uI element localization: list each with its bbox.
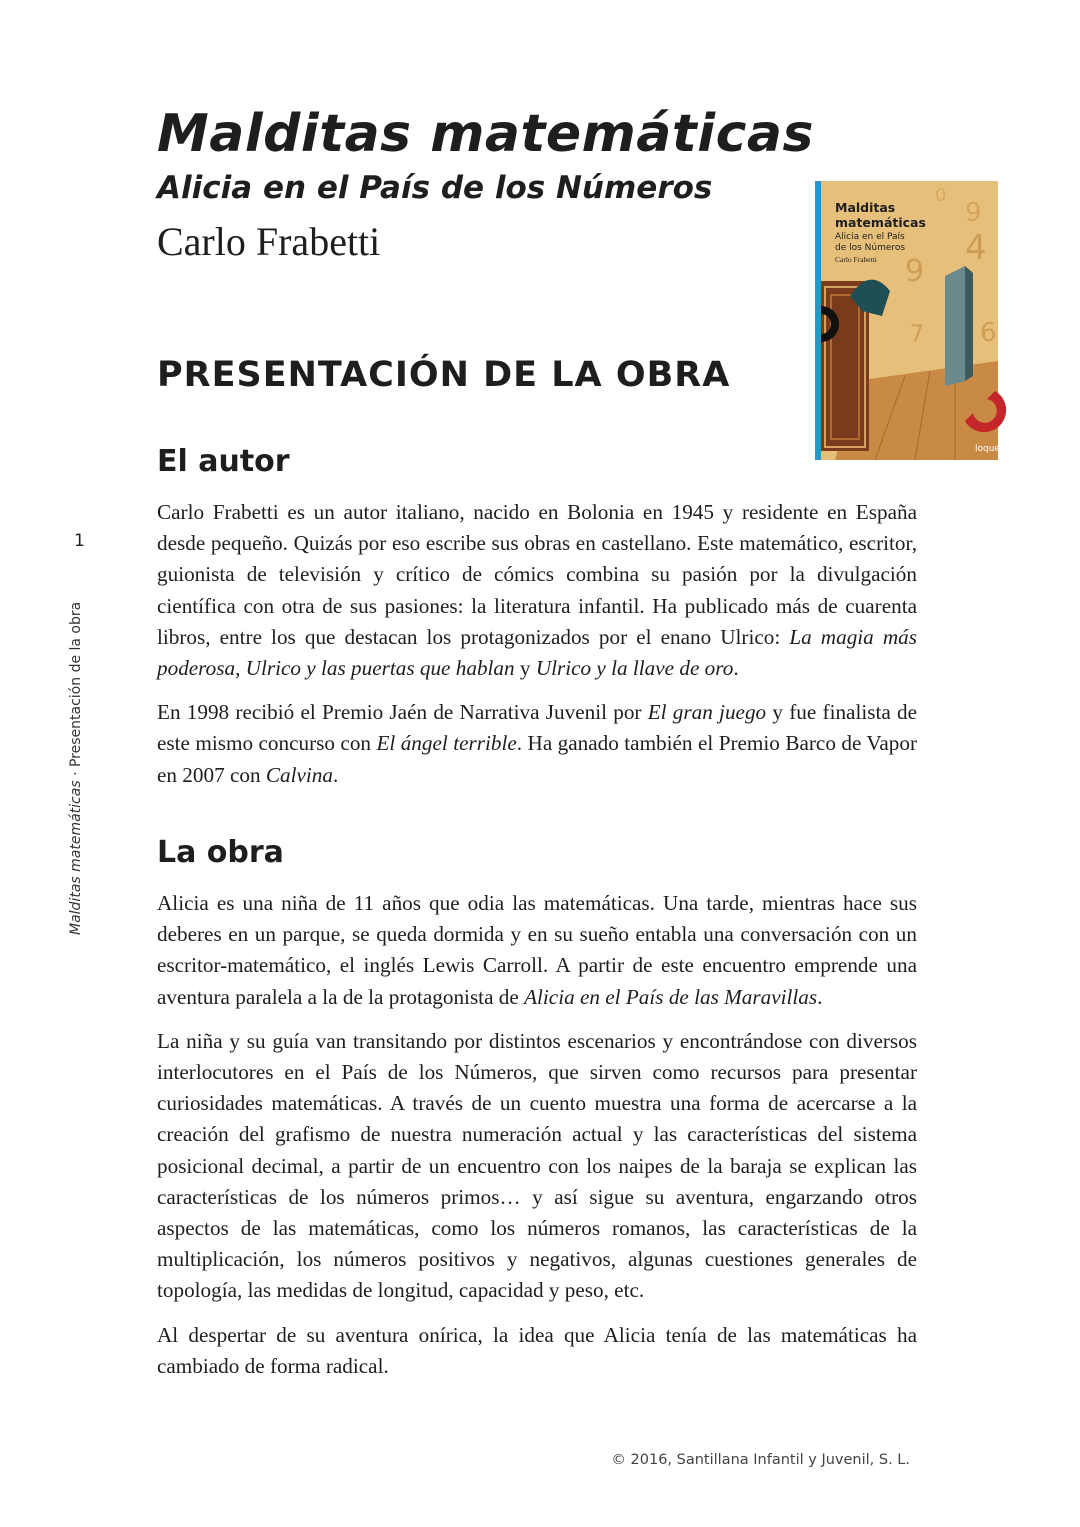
la-obra-body	[157, 888, 917, 1382]
svg-text:7: 7	[910, 322, 924, 347]
page-number: 1	[74, 531, 85, 551]
section-title: PRESENTACIÓN DE LA OBRA	[157, 355, 731, 395]
el-autor-paragraph-1: Carlo Frabetti es un autor italiano, nacido en Bolonia en 1945 y residente en España desde pequeño. Quizás por eso escribe sus obras en castellano. Este matemático, escritor, guionista de televisión y crítico de cómics combina su pasión por la divulgación científica con otra de sus pasiones: la literatura infantil. Ha publicado más de cuarenta libros, entre los que destacan los protagonizados por el enano Ulrico: La magia más poderosa, Ulrico y las puertas que hablan y Ulrico y la llave de oro.	[157, 500, 917, 681]
cover-subtitle-line2: de los Números	[835, 243, 906, 253]
running-header-vertical: Malditas matemáticas · Presentación de la obra	[68, 601, 84, 935]
svg-text:0: 0	[935, 185, 947, 206]
la-obra-paragraph-2: La niña y su guía van transitando por distintos escenarios y encontrándose con diversos interlocutores en el País de los Números, que sirven como recursos para presentar curiosidades matemáticas. A través de un cuento muestra una forma de acercarse a la creación del grafismo de nuestra numeración actual y las características del sistema posicional decimal, a partir de un encuentro con los naipes de la baraja se explican las características de los números primos… y así sigue su aventura, engarzando otros aspectos de las matemáticas, como los números romanos, las características de la multiplicación, los números positivos y negativos, algunas cuestiones generales de topología, las medidas de longitud, capacidad y peso, etc.	[157, 1028, 917, 1303]
heading-la-obra: La obra	[157, 835, 284, 870]
cover-title-line2: matemáticas	[835, 215, 926, 230]
la-obra-paragraph-3: Al despertar de su aventura onírica, la idea que Alicia tenía de las matemáticas ha cambiado de forma radical.	[157, 1322, 917, 1378]
la-obra-paragraph-1: Alicia es una niña de 11 años que odia las matemáticas. Una tarde, mientras hace sus deberes en un parque, se queda dormida y en su sueño entabla una conversación con un escritor-matemático, el inglés Lewis Carroll. A partir de este encuentro emprende una aventura paralela a la de la protagonista de Alicia en el País de las Maravillas.	[157, 891, 917, 1009]
svg-text:4: 4	[965, 228, 987, 268]
cover-subtitle-line1: Alicia en el País	[835, 232, 905, 242]
svg-text:9: 9	[905, 254, 925, 289]
document-title: Malditas matemáticas	[157, 104, 814, 164]
copyright-notice: © 2016, Santillana Infantil y Juvenil, S. L.	[611, 1452, 910, 1468]
document-subtitle: Alicia en el País de los Números	[157, 170, 713, 206]
book-cover-image	[815, 181, 1014, 460]
svg-text:9: 9	[965, 198, 982, 228]
cover-publisher-logo: loqueleo	[975, 444, 1014, 454]
cover-title-line1: Malditas	[835, 200, 896, 215]
svg-text:6: 6	[980, 318, 997, 348]
cover-author: Carlo Frabetti	[835, 255, 877, 264]
heading-el-autor: El autor	[157, 444, 290, 479]
el-autor-paragraph-2: En 1998 recibió el Premio Jaén de Narrativa Juvenil por El gran juego y fue finalista de este mismo concurso con El ángel terrible. Ha ganado también el Premio Barco de Vapor en 2007 con Calvina.	[157, 700, 918, 787]
el-autor-body	[157, 497, 917, 791]
document-author: Carlo Frabetti	[157, 219, 381, 264]
